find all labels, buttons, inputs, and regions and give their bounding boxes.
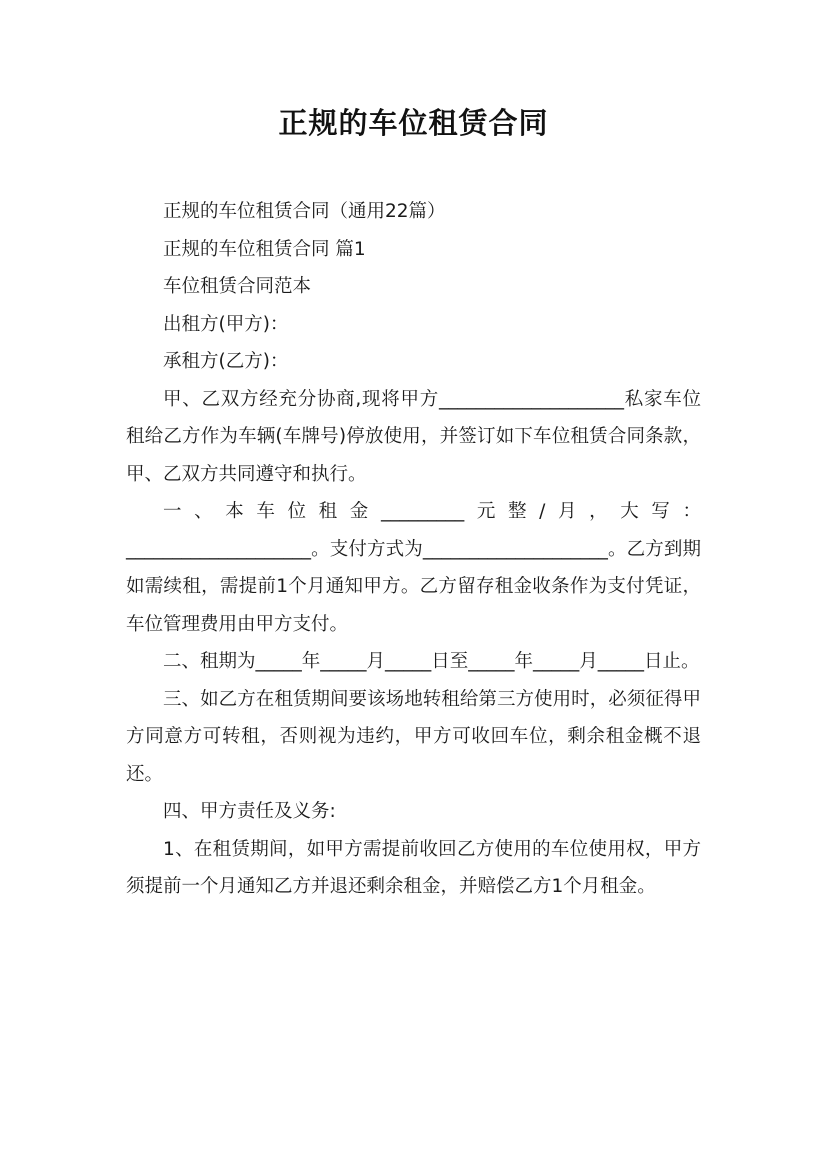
paragraph-clause-1: 一、本车位租金_________元整/月，大写：____________________。支付方式为____________________。乙方到期如需续租，需提前1个月通知甲方。乙方留存租金收条作为支付凭证，车位管理费用由甲方支付。 — [126, 501, 701, 635]
paragraph-preamble: 甲、乙双方经充分协商,现将甲方____________________私家车位租给乙方作为车辆(车牌号)停放使用，并签订如下车位租赁合同条款，甲、乙双方共同遵守和执行。 — [126, 388, 701, 485]
paragraph-lessee: 承租方(乙方)： — [163, 351, 289, 372]
paragraph-clause-4-item-1: 1、在租赁期间，如甲方需提前收回乙方使用的车位使用权，甲方须提前一个月通知乙方并退还剩余租金，并赔偿乙方1个月租金。 — [126, 838, 701, 897]
paragraph-template-label: 车位租赁合同范本 — [163, 276, 312, 297]
paragraph-clause-3: 三、如乙方在租赁期间要该场地转租给第三方使用时，必须征得甲方同意方可转租，否则视为违约，甲方可收回车位，剩余租金概不退还。 — [126, 688, 701, 785]
paragraph-section-heading: 正规的车位租赁合同 篇1 — [163, 238, 366, 260]
document-body — [126, 193, 701, 906]
paragraph-clause-2: 二、租期为_____年_____月_____日至_____年_____月_____日止。 — [163, 651, 700, 672]
document-title: 正规的车位租赁合同 — [278, 106, 549, 140]
paragraph-subtitle: 正规的车位租赁合同（通用22篇） — [163, 201, 446, 222]
paragraph-clause-4-heading: 四、甲方责任及义务: — [163, 801, 336, 822]
paragraph-lessor: 出租方(甲方)： — [163, 313, 289, 335]
